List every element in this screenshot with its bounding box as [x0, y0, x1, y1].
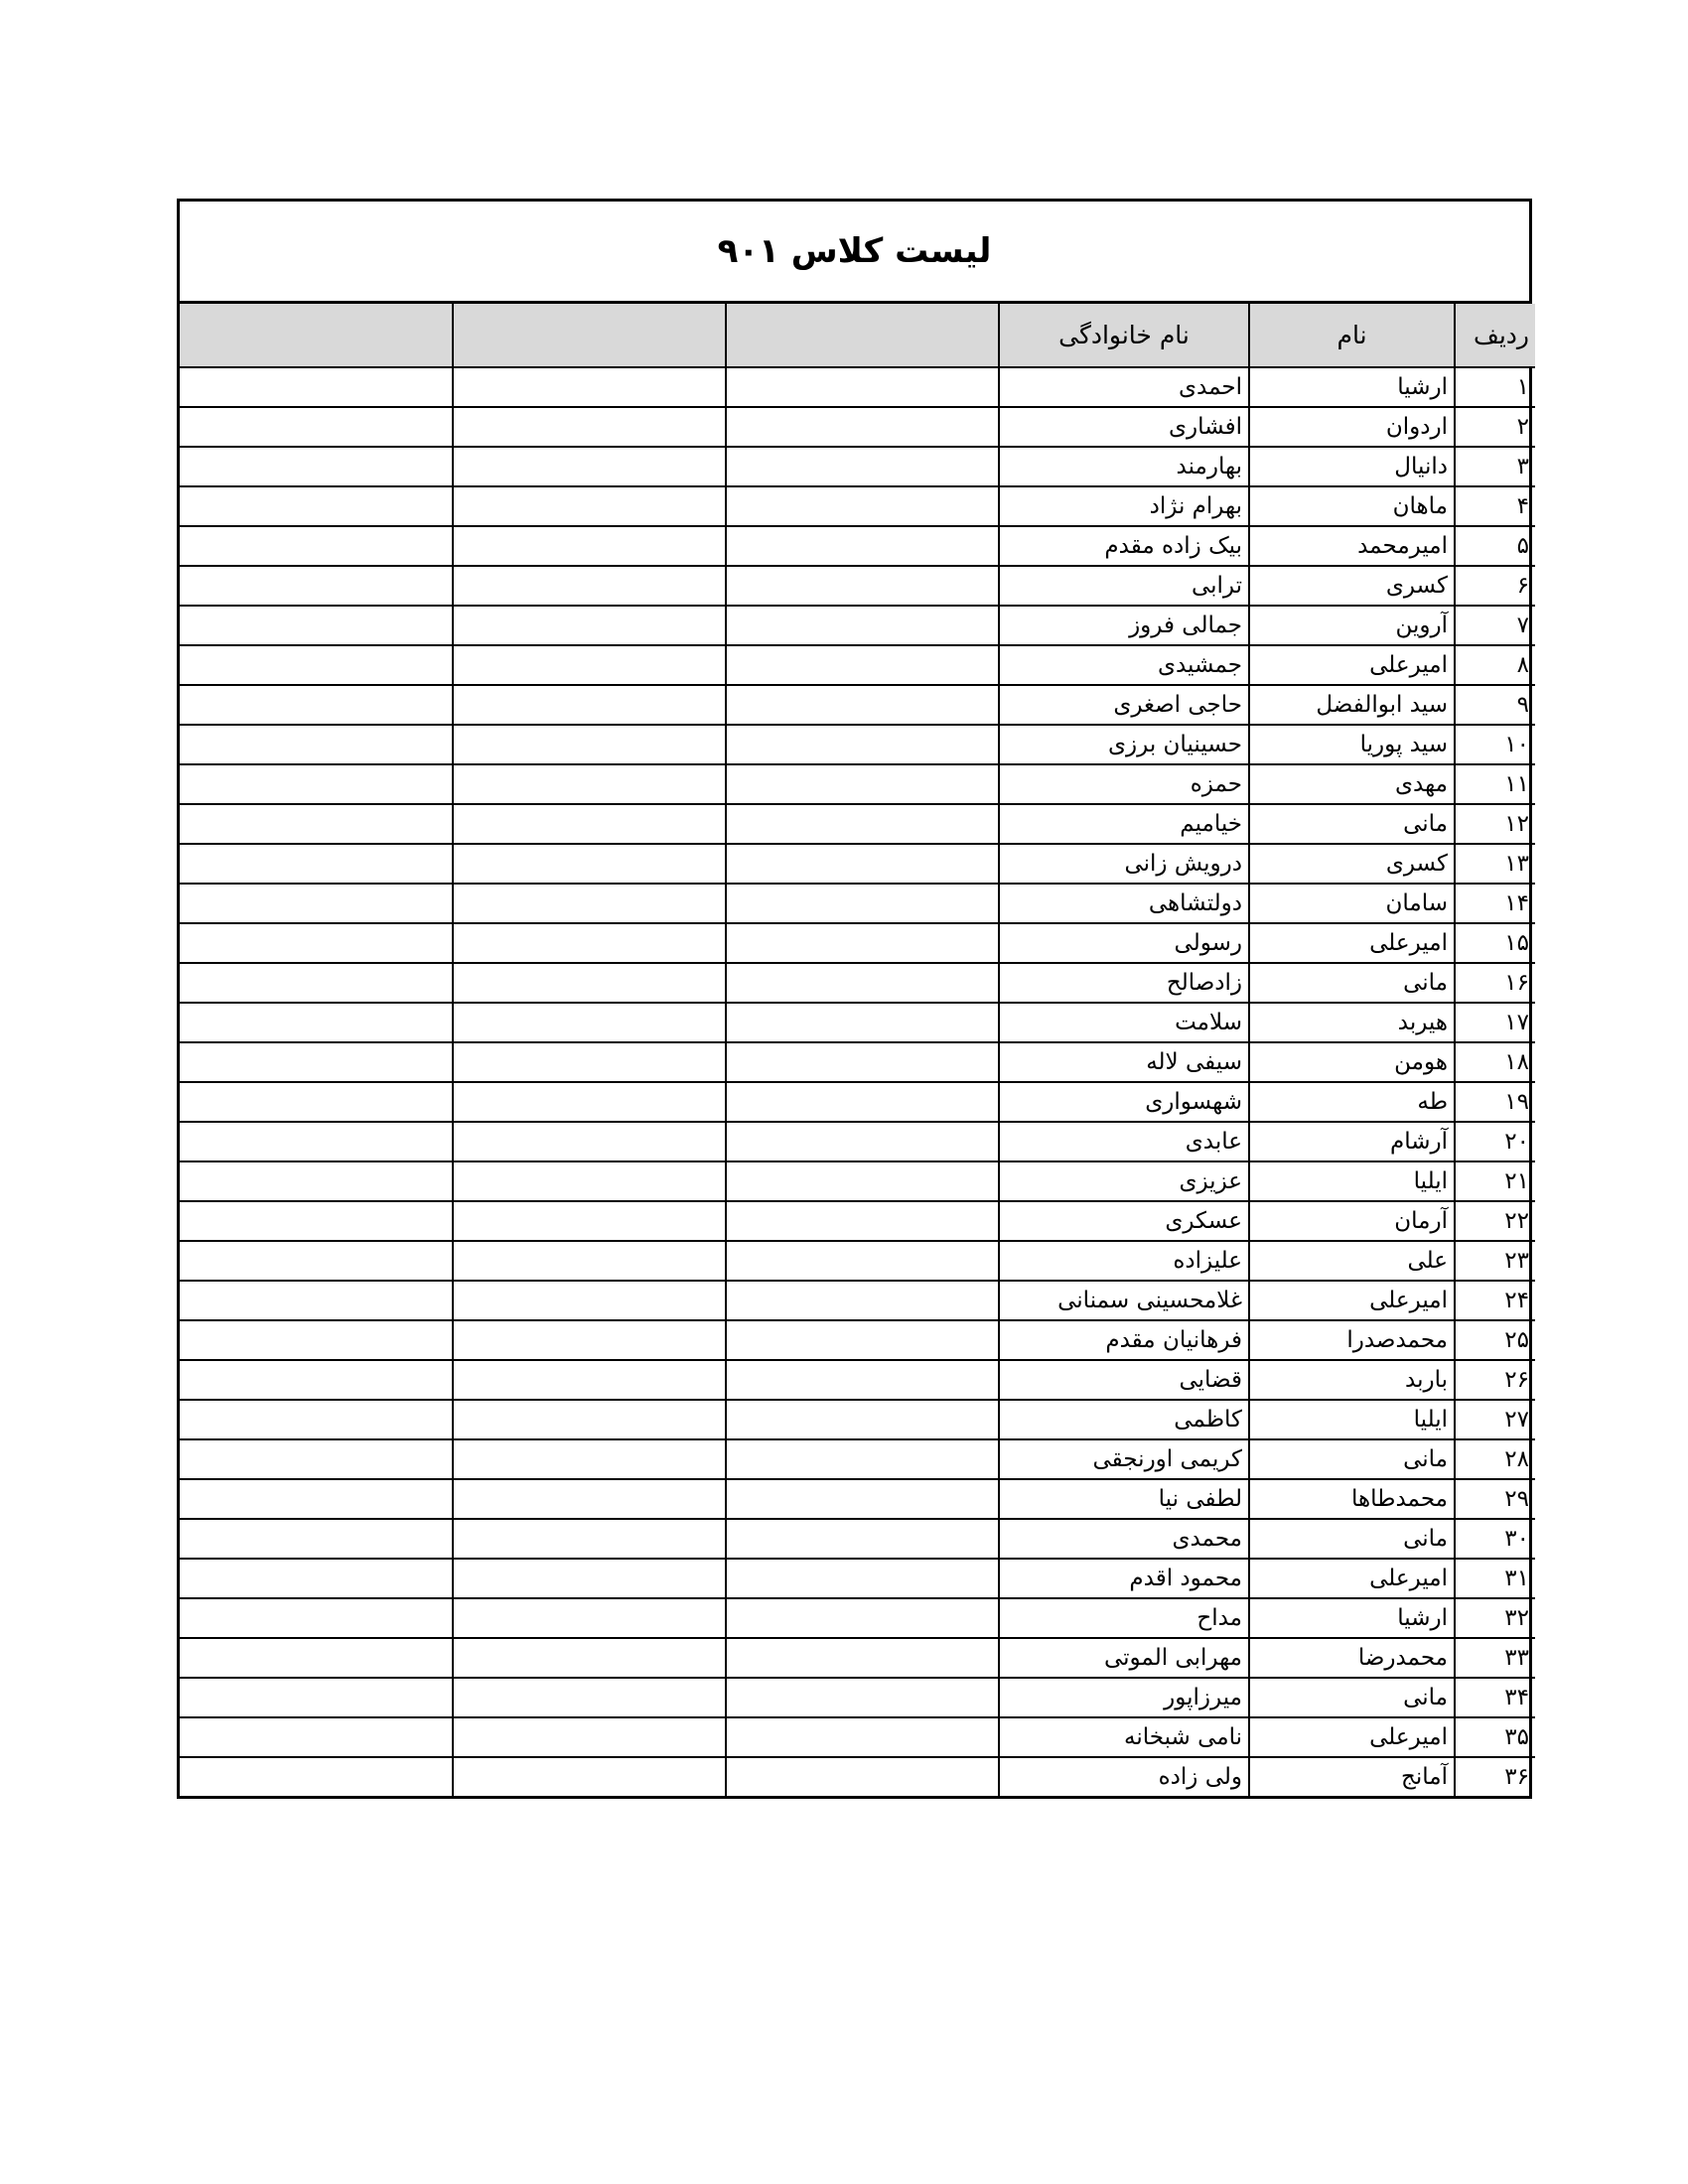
empty-cell	[180, 844, 453, 884]
last-name-cell: بهارمند	[999, 447, 1249, 486]
table-row	[180, 1479, 1535, 1519]
first-name-cell: مانی	[1249, 963, 1455, 1003]
empty-cell	[180, 804, 453, 844]
first-name-cell: آرمان	[1249, 1201, 1455, 1241]
row-number-cell: ۲۷	[1455, 1400, 1535, 1439]
empty-cell	[180, 606, 453, 645]
last-name-cell: محمود اقدم	[999, 1559, 1249, 1598]
first-name-cell: ارشیا	[1249, 367, 1455, 407]
table-row	[180, 407, 1535, 447]
empty-cell	[453, 1638, 726, 1678]
first-name-cell: محمدرضا	[1249, 1638, 1455, 1678]
row-number-cell: ۹	[1455, 685, 1535, 725]
last-name-cell: سلامت	[999, 1003, 1249, 1042]
empty-cell	[180, 1479, 453, 1519]
row-number-cell: ۲۲	[1455, 1201, 1535, 1241]
empty-cell	[726, 1678, 999, 1717]
empty-cell	[726, 923, 999, 963]
last-name-cell: سیفی لاله	[999, 1042, 1249, 1082]
last-name-cell: لطفی نیا	[999, 1479, 1249, 1519]
empty-cell	[180, 407, 453, 447]
last-name-cell: بیک زاده مقدم	[999, 526, 1249, 566]
empty-cell	[453, 407, 726, 447]
empty-cell	[180, 923, 453, 963]
row-number-cell: ۳۲	[1455, 1598, 1535, 1638]
empty-cell	[180, 645, 453, 685]
row-number-cell: ۱۴	[1455, 884, 1535, 923]
empty-cell	[453, 1281, 726, 1320]
student-rows	[180, 367, 1535, 1796]
empty-cell	[180, 725, 453, 764]
empty-cell	[453, 1678, 726, 1717]
table-row	[180, 1122, 1535, 1161]
empty-cell	[180, 1082, 453, 1122]
empty-cell	[726, 606, 999, 645]
row-number-cell: ۷	[1455, 606, 1535, 645]
row-number-cell: ۳۴	[1455, 1678, 1535, 1717]
row-number-cell: ۲۱	[1455, 1161, 1535, 1201]
first-name-cell: ماهان	[1249, 486, 1455, 526]
empty-cell	[453, 367, 726, 407]
row-number-cell: ۳۵	[1455, 1717, 1535, 1757]
empty-cell	[453, 1598, 726, 1638]
first-name-cell: محمدصدرا	[1249, 1320, 1455, 1360]
first-name-cell: مانی	[1249, 1678, 1455, 1717]
empty-cell	[180, 1519, 453, 1559]
row-number-cell: ۴	[1455, 486, 1535, 526]
first-name-cell: کسری	[1249, 844, 1455, 884]
last-name-cell: جمشیدی	[999, 645, 1249, 685]
last-name-cell: قضایی	[999, 1360, 1249, 1400]
empty-cell	[453, 447, 726, 486]
row-number-cell: ۱۰	[1455, 725, 1535, 764]
empty-cell	[726, 407, 999, 447]
first-name-cell: باربد	[1249, 1360, 1455, 1400]
table-row	[180, 486, 1535, 526]
last-name-cell: نامی شبخانه	[999, 1717, 1249, 1757]
table-row	[180, 725, 1535, 764]
table-row	[180, 923, 1535, 963]
empty-cell	[180, 566, 453, 606]
row-number-cell: ۳۱	[1455, 1559, 1535, 1598]
first-name-cell: هومن	[1249, 1042, 1455, 1082]
empty-cell	[180, 1638, 453, 1678]
empty-cell	[180, 1161, 453, 1201]
empty-cell	[726, 1003, 999, 1042]
table-row	[180, 1161, 1535, 1201]
first-name-cell: امیرعلی	[1249, 1717, 1455, 1757]
last-name-cell: کاظمی	[999, 1400, 1249, 1439]
first-name-cell: سید ابوالفضل	[1249, 685, 1455, 725]
empty-cell	[453, 1003, 726, 1042]
first-name-cell: ایلیا	[1249, 1161, 1455, 1201]
table-row	[180, 963, 1535, 1003]
table-row	[180, 1241, 1535, 1281]
empty-cell	[180, 1757, 453, 1796]
empty-cell	[453, 566, 726, 606]
empty-cell	[453, 804, 726, 844]
table-row	[180, 1320, 1535, 1360]
empty-cell	[453, 1757, 726, 1796]
last-name-cell: افشاری	[999, 407, 1249, 447]
empty-cell	[453, 1360, 726, 1400]
last-name-cell: خیامیم	[999, 804, 1249, 844]
first-name-cell: کسری	[1249, 566, 1455, 606]
empty-cell	[726, 1439, 999, 1479]
table-row	[180, 1519, 1535, 1559]
row-number-cell: ۱	[1455, 367, 1535, 407]
row-number-cell: ۲۰	[1455, 1122, 1535, 1161]
empty-cell	[453, 526, 726, 566]
first-name-cell: ارشیا	[1249, 1598, 1455, 1638]
last-name-cell: عابدی	[999, 1122, 1249, 1161]
table-row	[180, 367, 1535, 407]
last-name-cell: بهرام نژاد	[999, 486, 1249, 526]
empty-cell	[453, 1122, 726, 1161]
empty-cell	[726, 1638, 999, 1678]
last-name-cell: علیزاده	[999, 1241, 1249, 1281]
first-name-cell: اردوان	[1249, 407, 1455, 447]
empty-cell	[726, 1042, 999, 1082]
table-row	[180, 645, 1535, 685]
row-number-cell: ۲۴	[1455, 1281, 1535, 1320]
empty-cell	[180, 1281, 453, 1320]
empty-cell	[453, 1201, 726, 1241]
header-row-number: ردیف	[1455, 304, 1535, 367]
empty-cell	[726, 1519, 999, 1559]
empty-cell	[726, 1360, 999, 1400]
page-title: لیست کلاس ۹۰۱	[717, 231, 992, 271]
empty-cell	[180, 1241, 453, 1281]
empty-cell	[180, 1559, 453, 1598]
empty-cell	[180, 1598, 453, 1638]
table-row	[180, 804, 1535, 844]
last-name-cell: محمدی	[999, 1519, 1249, 1559]
empty-cell	[453, 1559, 726, 1598]
last-name-cell: عسکری	[999, 1201, 1249, 1241]
row-number-cell: ۱۷	[1455, 1003, 1535, 1042]
empty-cell	[726, 1479, 999, 1519]
empty-cell	[180, 685, 453, 725]
empty-cell	[453, 1400, 726, 1439]
row-number-cell: ۳	[1455, 447, 1535, 486]
empty-cell	[726, 844, 999, 884]
row-number-cell: ۳۶	[1455, 1757, 1535, 1796]
empty-cell	[180, 1003, 453, 1042]
table-row	[180, 764, 1535, 804]
table-row	[180, 685, 1535, 725]
empty-cell	[726, 1241, 999, 1281]
empty-cell	[726, 764, 999, 804]
table-row	[180, 1042, 1535, 1082]
empty-cell	[180, 884, 453, 923]
empty-cell	[453, 606, 726, 645]
row-number-cell: ۱۲	[1455, 804, 1535, 844]
empty-cell	[453, 1161, 726, 1201]
empty-cell	[726, 1559, 999, 1598]
empty-cell	[726, 367, 999, 407]
empty-cell	[726, 486, 999, 526]
last-name-cell: رسولی	[999, 923, 1249, 963]
empty-cell	[726, 1717, 999, 1757]
last-name-cell: حاجی اصغری	[999, 685, 1249, 725]
last-name-cell: مداح	[999, 1598, 1249, 1638]
header-empty-2	[453, 304, 726, 367]
row-number-cell: ۱۶	[1455, 963, 1535, 1003]
row-number-cell: ۱۹	[1455, 1082, 1535, 1122]
empty-cell	[453, 844, 726, 884]
empty-cell	[180, 1360, 453, 1400]
row-number-cell: ۱۵	[1455, 923, 1535, 963]
first-name-cell: امیرمحمد	[1249, 526, 1455, 566]
last-name-cell: حسینیان برزی	[999, 725, 1249, 764]
empty-cell	[180, 367, 453, 407]
empty-cell	[453, 884, 726, 923]
row-number-cell: ۲۸	[1455, 1439, 1535, 1479]
table-row	[180, 884, 1535, 923]
table-row	[180, 1598, 1535, 1638]
table-row	[180, 566, 1535, 606]
table-row	[180, 844, 1535, 884]
row-number-cell: ۵	[1455, 526, 1535, 566]
first-name-cell: آروین	[1249, 606, 1455, 645]
empty-cell	[180, 486, 453, 526]
row-number-cell: ۲۵	[1455, 1320, 1535, 1360]
empty-cell	[726, 884, 999, 923]
empty-cell	[180, 1042, 453, 1082]
empty-cell	[453, 1042, 726, 1082]
table-row	[180, 606, 1535, 645]
empty-cell	[726, 725, 999, 764]
header-empty-1	[726, 304, 999, 367]
first-name-cell: علی	[1249, 1241, 1455, 1281]
last-name-cell: شهسواری	[999, 1082, 1249, 1122]
empty-cell	[180, 526, 453, 566]
table-row	[180, 1003, 1535, 1042]
first-name-cell: امیرعلی	[1249, 923, 1455, 963]
table-row	[180, 1360, 1535, 1400]
row-number-cell: ۲	[1455, 407, 1535, 447]
empty-cell	[453, 1082, 726, 1122]
empty-cell	[726, 1201, 999, 1241]
first-name-cell: سید پوریا	[1249, 725, 1455, 764]
empty-cell	[180, 1201, 453, 1241]
last-name-cell: کریمی اورنجقی	[999, 1439, 1249, 1479]
row-number-cell: ۳۰	[1455, 1519, 1535, 1559]
empty-cell	[180, 764, 453, 804]
first-name-cell: امیرعلی	[1249, 1559, 1455, 1598]
empty-cell	[453, 923, 726, 963]
empty-cell	[453, 1439, 726, 1479]
table-row	[180, 526, 1535, 566]
empty-cell	[180, 1400, 453, 1439]
last-name-cell: میرزاپور	[999, 1678, 1249, 1717]
first-name-cell: مانی	[1249, 1519, 1455, 1559]
last-name-cell: غلامحسینی سمنانی	[999, 1281, 1249, 1320]
empty-cell	[726, 1122, 999, 1161]
first-name-cell: امیرعلی	[1249, 645, 1455, 685]
row-number-cell: ۸	[1455, 645, 1535, 685]
first-name-cell: محمدطاها	[1249, 1479, 1455, 1519]
last-name-cell: حمزه	[999, 764, 1249, 804]
first-name-cell: طه	[1249, 1082, 1455, 1122]
last-name-cell: جمالی فروز	[999, 606, 1249, 645]
table-row	[180, 447, 1535, 486]
empty-cell	[726, 645, 999, 685]
first-name-cell: سامان	[1249, 884, 1455, 923]
first-name-cell: آرشام	[1249, 1122, 1455, 1161]
empty-cell	[180, 963, 453, 1003]
row-number-cell: ۱۳	[1455, 844, 1535, 884]
empty-cell	[726, 566, 999, 606]
last-name-cell: درویش زانی	[999, 844, 1249, 884]
row-number-cell: ۶	[1455, 566, 1535, 606]
empty-cell	[726, 1400, 999, 1439]
empty-cell	[726, 804, 999, 844]
empty-cell	[453, 1717, 726, 1757]
row-number-cell: ۲۳	[1455, 1241, 1535, 1281]
class-list-sheet	[177, 199, 1532, 1799]
first-name-cell: مانی	[1249, 1439, 1455, 1479]
empty-cell	[726, 526, 999, 566]
first-name-cell: مهدی	[1249, 764, 1455, 804]
empty-cell	[453, 1320, 726, 1360]
empty-cell	[726, 1161, 999, 1201]
table-row	[180, 1439, 1535, 1479]
last-name-cell: فرهانیان مقدم	[999, 1320, 1249, 1360]
empty-cell	[726, 1757, 999, 1796]
last-name-cell: عزیزی	[999, 1161, 1249, 1201]
table-row	[180, 1559, 1535, 1598]
empty-cell	[453, 1241, 726, 1281]
row-number-cell: ۱۸	[1455, 1042, 1535, 1082]
empty-cell	[453, 764, 726, 804]
table-row	[180, 1717, 1535, 1757]
row-number-cell: ۲۹	[1455, 1479, 1535, 1519]
header-first-name: نام	[1249, 304, 1455, 367]
table-row	[180, 1400, 1535, 1439]
empty-cell	[726, 447, 999, 486]
header-empty-3	[180, 304, 453, 367]
first-name-cell: امیرعلی	[1249, 1281, 1455, 1320]
last-name-cell: احمدی	[999, 367, 1249, 407]
row-number-cell: ۱۱	[1455, 764, 1535, 804]
table-row	[180, 1281, 1535, 1320]
last-name-cell: مهرابی الموتی	[999, 1638, 1249, 1678]
empty-cell	[180, 1717, 453, 1757]
empty-cell	[726, 1082, 999, 1122]
last-name-cell: ترابی	[999, 566, 1249, 606]
empty-cell	[180, 1122, 453, 1161]
empty-cell	[180, 447, 453, 486]
row-number-cell: ۲۶	[1455, 1360, 1535, 1400]
title-row	[180, 202, 1529, 304]
empty-cell	[453, 963, 726, 1003]
header-last-name: نام خانوادگی	[999, 304, 1249, 367]
empty-cell	[453, 685, 726, 725]
table-row	[180, 1638, 1535, 1678]
last-name-cell: ولی زاده	[999, 1757, 1249, 1796]
first-name-cell: آمانج	[1249, 1757, 1455, 1796]
last-name-cell: زادصالح	[999, 963, 1249, 1003]
last-name-cell: دولتشاهی	[999, 884, 1249, 923]
table-row	[180, 1201, 1535, 1241]
table-row	[180, 1082, 1535, 1122]
empty-cell	[453, 1519, 726, 1559]
empty-cell	[453, 645, 726, 685]
empty-cell	[453, 1479, 726, 1519]
first-name-cell: مانی	[1249, 804, 1455, 844]
first-name-cell: ایلیا	[1249, 1400, 1455, 1439]
empty-cell	[726, 685, 999, 725]
first-name-cell: دانیال	[1249, 447, 1455, 486]
empty-cell	[726, 963, 999, 1003]
first-name-cell: هیربد	[1249, 1003, 1455, 1042]
student-table	[180, 304, 1535, 1796]
empty-cell	[726, 1598, 999, 1638]
empty-cell	[453, 725, 726, 764]
table-row	[180, 1678, 1535, 1717]
empty-cell	[180, 1439, 453, 1479]
empty-cell	[180, 1678, 453, 1717]
empty-cell	[726, 1320, 999, 1360]
empty-cell	[726, 1281, 999, 1320]
empty-cell	[453, 486, 726, 526]
header-row	[180, 304, 1535, 367]
empty-cell	[180, 1320, 453, 1360]
table-row	[180, 1757, 1535, 1796]
row-number-cell: ۳۳	[1455, 1638, 1535, 1678]
